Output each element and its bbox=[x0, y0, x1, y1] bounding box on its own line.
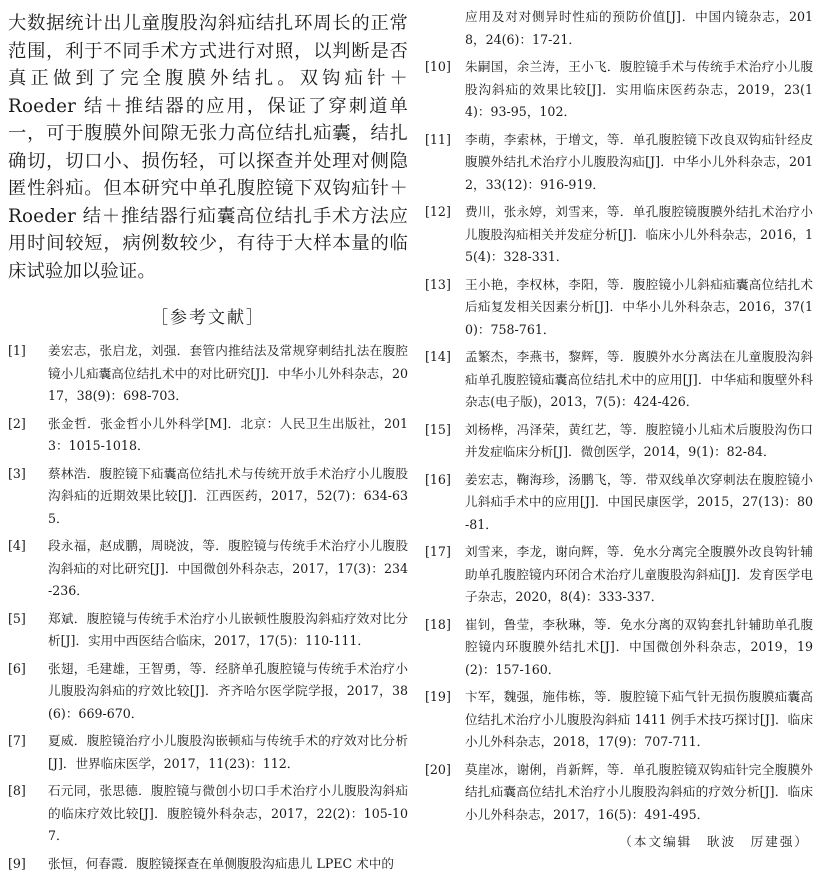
reference-number: [5] bbox=[8, 610, 26, 626]
reference-number: [2] bbox=[8, 415, 26, 431]
reference-item bbox=[425, 346, 813, 414]
editors-line: （本文编辑 耿波 厉建强） bbox=[619, 834, 809, 849]
reference-text: 夏威．腹腔镜治疗小儿腹股沟嵌顿疝与传统手术的疗效对比分析[J]．世界临床医学，2017，11(23)：112． bbox=[48, 733, 408, 771]
reference-number: [4] bbox=[8, 538, 26, 553]
reference-text: 崔钊，鲁莹，李秋琳，等．免水分离的双钩套扎针辅助单孔腹腔镜内环腹膜外结扎术[J]．中国微创外科杂志，2019，19(2)：157-160． bbox=[465, 616, 813, 677]
references-heading: ［参考文献］ bbox=[151, 308, 265, 328]
reference-item bbox=[425, 6, 813, 51]
reference-text: 费川，张永婷，刘雪来，等．单孔腹腔镜腹膜外结扎术治疗小儿腹股沟疝相关并发症分析[J]．临床小儿外科杂志，2016，15(4)：328-331． bbox=[465, 204, 813, 264]
reference-item bbox=[425, 129, 813, 197]
reference-list-left bbox=[8, 340, 408, 875]
reference-item bbox=[425, 686, 813, 754]
reference-text: 姜宏志，张启龙，刘强．套管内推结法及常规穿刺结扎法在腹腔镜小儿疝囊高位结扎术中的对比研究[J]．中华小儿外科杂志，2017，38(9)：698-703． bbox=[48, 343, 408, 403]
reference-text: 应用及对对侧异时性疝的预防价值[J]．中国内镜杂志，2018，24(6)：17-21． bbox=[465, 9, 813, 47]
reference-text: 石元同，张思德．腹腔镜与微创小切口手术治疗小儿腹股沟斜疝的临床疗效比较[J]．腹腔镜外科杂志，2017，22(2)：105-107． bbox=[48, 783, 408, 843]
reference-number: [6] bbox=[8, 660, 26, 676]
reference-number: [16] bbox=[425, 471, 451, 487]
reference-item bbox=[8, 853, 408, 876]
reference-number: [15] bbox=[425, 421, 451, 437]
reference-item bbox=[425, 201, 813, 269]
reference-text: 刘杨桦，冯泽荣，黄红艺，等．腹腔镜小儿疝术后腹股沟伤口并发症临床分析[J]．微创医学，2014，9(1)：82-84． bbox=[465, 421, 813, 459]
reference-text: 朱嗣国，余兰涛，王小飞．腹腔镜手术与传统手术治疗小儿腹股沟斜疝的效果比较[J]．实用临床医药杂志，2019，23(14)：93-95，102． bbox=[465, 59, 813, 119]
reference-text: 张恒，何春霞．腹腔镜探查在单侧腹股沟疝患儿 LPEC 术中的 bbox=[48, 855, 394, 871]
reference-number: [19] bbox=[425, 689, 451, 704]
reference-item bbox=[8, 535, 408, 603]
reference-text: 段永福，赵成鹏，周晓波，等．腹腔镜与传统手术治疗小儿腹股沟斜疝的对比研究[J]．中国微创外科杂志，2017，17(3)：234-236． bbox=[48, 538, 408, 598]
reference-text: 孟繁杰，李燕书，黎辉，等．腹膜外水分离法在儿童腹股沟斜疝单孔腹腔镜疝囊高位结扎术中的应用[J]．中华疝和腹壁外科杂志(电子版)，2013，7(5)：424-426． bbox=[465, 349, 813, 409]
reference-number: [3] bbox=[8, 465, 26, 481]
reference-text: 蔡林浩．腹腔镜下疝囊高位结扎术与传统开放手术治疗小儿腹股沟斜疝的近期效果比较[J]．江西医药，2017，52(7)：634-635． bbox=[48, 465, 408, 526]
reference-item bbox=[425, 469, 813, 537]
reference-text: 刘雪来，李龙，谢向辉，等．免水分离完全腹膜外改良钩针辅助单孔腹腔镜内环闭合术治疗儿童腹股沟斜疝[J]．发育医学电子杂志，2020，8(4)：333-337． bbox=[465, 544, 813, 604]
reference-text: 李萌，李索林，于增文，等．单孔腹腔镜下改良双钩疝针经皮腹膜外结扎术治疗小儿腹股沟疝[J]．中华小儿外科杂志，2012，33(12)：916-919． bbox=[465, 131, 813, 192]
reference-text: 莫崖冰，谢俐，肖新辉，等．单孔腹腔镜双钩疝针完全腹膜外结扎疝囊高位结扎术治疗小儿腹股沟斜疝的疗效分析[J]．临床小儿外科杂志，2017，16(5)：491-495． bbox=[465, 761, 813, 822]
reference-item bbox=[8, 608, 408, 653]
reference-text: 张金哲．张金哲小儿外科学[M]．北京：人民卫生出版社，2013：1015-1018． bbox=[48, 415, 408, 453]
reference-text: 姜宏志，鞠海珍，汤鹏飞，等．带双线单次穿刺法在腹腔镜小儿斜疝手术中的应用[J]．中国民康医学，2015，27(13)：80-81． bbox=[465, 471, 813, 532]
reference-item bbox=[425, 419, 813, 464]
reference-number: [9] bbox=[8, 855, 26, 871]
reference-item bbox=[8, 780, 408, 848]
reference-number: [20] bbox=[425, 761, 451, 777]
reference-item bbox=[425, 541, 813, 609]
reference-item bbox=[425, 56, 813, 124]
reference-number: [7] bbox=[8, 733, 26, 748]
reference-number: [8] bbox=[8, 783, 26, 798]
reference-item bbox=[8, 413, 408, 458]
reference-number: [1] bbox=[8, 343, 26, 358]
reference-list-right bbox=[425, 6, 813, 826]
reference-text: 张翅，毛建雄，王智勇，等．经脐单孔腹腔镜与传统手术治疗小儿腹股沟斜疝的疗效比较[J]．齐齐哈尔医学院学报，2017，38(6)：669-670． bbox=[48, 660, 408, 721]
left-column bbox=[8, 0, 408, 880]
reference-item bbox=[425, 614, 813, 682]
reference-item bbox=[8, 730, 408, 775]
reference-item bbox=[425, 759, 813, 827]
reference-number: [18] bbox=[425, 616, 451, 632]
body-paragraph: 大数据统计出儿童腹股沟斜疝结扎环周长的正常范围，利于不同手术方式进行对照，以判断是否真正做到了完全腹膜外结扎。双钩疝针＋Roeder 结＋推结器的应用，保证了穿刺道单一，可于腹膜外间隙无张力高位结扎疝囊，结扎确切，切口小、损伤轻，可以探查并处理对侧隐匿性斜疝。但本研究中单孔腹腔镜下双钩疝针＋Roeder 结＋推结器行疝囊高位结扎手术方法应用时间较短，病例数较少，有待于大样本量的临床试验加以验证。 bbox=[8, 13, 408, 282]
reference-text: 王小艳，李权林，李阳，等．腹腔镜小儿斜疝疝囊高位结扎术后疝复发相关因素分析[J]．中华小儿外科杂志，2016，37(10)：758-761． bbox=[465, 276, 813, 337]
reference-number: [17] bbox=[425, 544, 451, 559]
reference-number: [14] bbox=[425, 349, 451, 364]
reference-item bbox=[8, 658, 408, 726]
reference-item bbox=[425, 274, 813, 342]
reference-number: [13] bbox=[425, 276, 451, 292]
reference-item bbox=[8, 340, 408, 408]
reference-number: [11] bbox=[425, 131, 451, 147]
reference-number: [10] bbox=[425, 59, 451, 74]
reference-number: [12] bbox=[425, 204, 451, 219]
reference-item bbox=[8, 463, 408, 531]
reference-text: 卞军，魏强，施伟栋，等．腹腔镜下疝气针无损伤腹膜疝囊高位结扎术治疗小儿腹股沟斜疝 1411 例手术技巧探讨[J]．临床小儿外科杂志，2018，17(9)：707-711． bbox=[465, 689, 813, 749]
right-column bbox=[425, 0, 813, 853]
reference-text: 郑斌．腹腔镜与传统手术治疗小儿嵌顿性腹股沟斜疝疗效对比分析[J]．实用中西医结合临床，2017，17(5)：110-111． bbox=[48, 610, 408, 648]
